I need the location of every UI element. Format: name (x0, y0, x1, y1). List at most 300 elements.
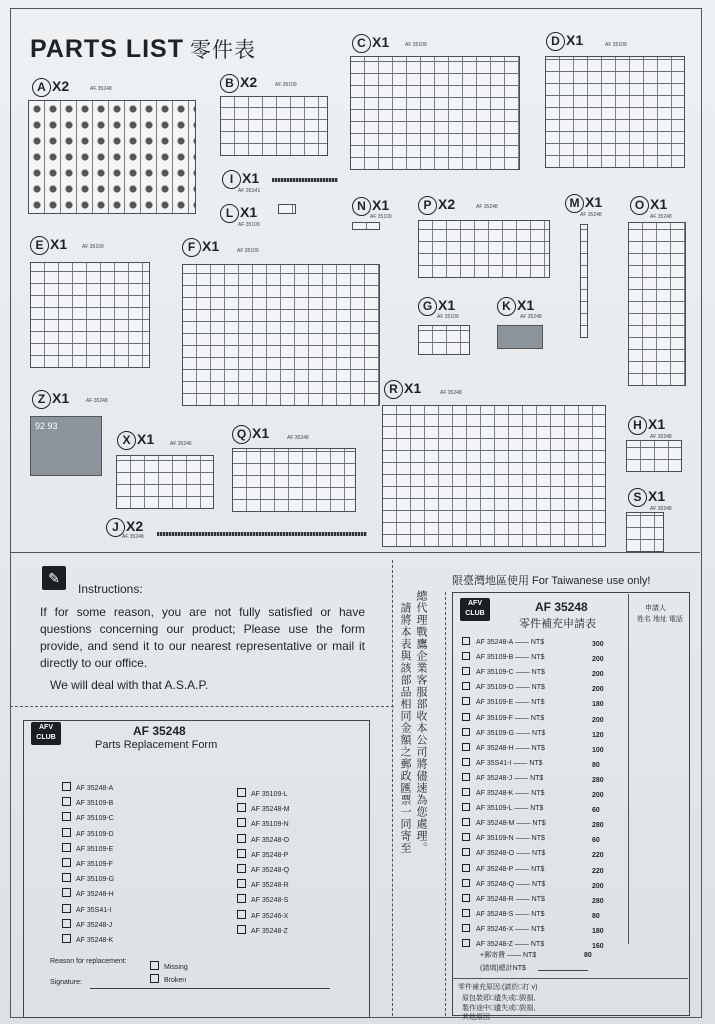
checkbox-box[interactable] (62, 812, 71, 821)
reason-divider (452, 978, 688, 979)
part-id: C (352, 34, 371, 53)
currency: NT$ (531, 835, 545, 843)
sprue-m (580, 224, 588, 338)
taiwan-part-row[interactable]: AF 35109-L —— NT$ (462, 803, 543, 812)
taiwan-part-label: AF 35109-F (476, 714, 513, 722)
form-part-checkbox[interactable] (237, 834, 289, 844)
currency: NT$ (531, 684, 545, 692)
checkbox-box[interactable] (237, 864, 246, 873)
checkbox-box[interactable] (462, 743, 470, 751)
broken-label: Broken (164, 977, 187, 984)
checkbox-box[interactable] (237, 788, 246, 797)
form-part-checkbox[interactable] (62, 919, 112, 929)
checkbox-box[interactable] (462, 682, 470, 690)
part-id: S (628, 488, 647, 507)
form-part-label: AF 35248-P (251, 851, 289, 859)
taiwan-part-label: AF 35248-Q (476, 880, 515, 888)
checkbox-box[interactable] (237, 879, 246, 888)
part-label-z (32, 390, 69, 409)
sprue-r (382, 405, 606, 547)
taiwan-part-price: 220 (592, 852, 604, 860)
part-label-c (352, 34, 389, 53)
form-part-label: AF 35246-X (251, 912, 289, 920)
instructions-body: If for some reason, you are not fully satisfied or have questions concerning our product; Please use the form provide, and send it to our nearest representative or mail it directly to our office. (40, 605, 365, 670)
sprue-c (350, 56, 520, 170)
checkbox-box[interactable] (62, 934, 71, 943)
part-qty: X1 (650, 196, 668, 212)
checkbox-box[interactable] (462, 894, 470, 902)
replacement-form (23, 720, 370, 1018)
currency: NT$ (531, 925, 545, 933)
currency: NT$ (531, 910, 545, 918)
part-label-p (418, 196, 455, 215)
form-part-label: AF 35248-H (76, 891, 114, 899)
checkbox-box[interactable] (462, 758, 470, 766)
part-label-x (117, 431, 154, 450)
form-part-label: AF 35248-Q (251, 867, 290, 874)
currency: NT$ (531, 790, 545, 797)
taiwan-part-label: AF 35109-E (476, 699, 514, 707)
checkbox-box[interactable] (150, 974, 159, 983)
part-id: N (352, 197, 371, 216)
checkbox-box[interactable] (237, 925, 246, 934)
checkbox-box[interactable] (462, 818, 470, 826)
checkbox-box[interactable] (462, 728, 470, 736)
part-label-s (628, 488, 665, 507)
sprue-k (497, 325, 543, 349)
sprue-b (220, 96, 328, 156)
currency: NT$ (530, 639, 545, 646)
part-qty: X1 (404, 380, 422, 396)
part-qty: X2 (126, 518, 144, 534)
taiwan-part-label: AF 35248-J (476, 774, 513, 782)
part-id: I (222, 170, 241, 189)
taiwan-part-row[interactable]: AF 35109-C —— NT$ (462, 667, 545, 676)
missing-label: Missing (164, 964, 188, 971)
checkbox-box[interactable] (462, 924, 470, 932)
part-qty: X1 (438, 297, 456, 313)
form-part-label: AF 35248-A (76, 785, 114, 792)
checkbox-box[interactable] (62, 873, 71, 882)
sprue-q (232, 448, 356, 512)
form-part-checkbox[interactable] (237, 849, 288, 859)
part-code: AF 35109 (405, 42, 427, 48)
form-part-label: AF 35109-G (76, 876, 115, 884)
missing-checkbox[interactable] (150, 961, 188, 971)
form-part-checkbox[interactable] (237, 925, 288, 935)
tw-reason-title: 零件補充原因:(請於□打 v) (458, 984, 538, 991)
sprue-j (157, 532, 367, 536)
total-line[interactable] (538, 970, 588, 971)
taiwan-part-row[interactable]: AF 35109-N —— NT$ (462, 833, 545, 842)
part-id: J (106, 518, 125, 537)
taiwan-part-row[interactable]: AF 35248-R —— NT$ (462, 894, 545, 903)
checkbox-box[interactable] (462, 833, 470, 841)
tw-reason-line: 製作途中□遺失或□毀損, (462, 1005, 536, 1012)
cut-line-horizontal (10, 706, 394, 707)
checkbox-box[interactable] (462, 939, 470, 947)
checkbox-box[interactable] (237, 894, 246, 903)
part-qty: X1 (517, 297, 535, 313)
currency: NT$ (532, 820, 546, 828)
part-id: A (32, 78, 51, 97)
instructions-footer: We will deal with that A.S.A.P. (50, 678, 209, 692)
taiwan-part-label: AF 35248-Z (476, 941, 513, 948)
sprue-o (628, 222, 686, 386)
part-label-e (30, 236, 67, 255)
taiwan-part-row[interactable]: AF 35248-S —— NT$ (462, 909, 544, 918)
part-id: Z (32, 390, 51, 409)
part-qty: X1 (566, 32, 584, 48)
currency: NT$ (529, 759, 543, 767)
taiwan-part-row[interactable]: AF 35248-K —— NT$ (462, 788, 544, 797)
currency: NT$ (530, 714, 545, 722)
taiwan-part-row[interactable]: AF 35248-A —— NT$ (462, 637, 544, 646)
part-qty: X1 (240, 204, 258, 220)
part-qty: X1 (137, 431, 155, 447)
vertical-notice-2: 請將本表與該部品相同金額之郵政匯票一同寄至 (399, 602, 411, 854)
form-part-checkbox[interactable] (62, 843, 113, 853)
title-text: PARTS LIST (30, 35, 184, 63)
taiwan-part-label: AF 35246-X (476, 925, 514, 933)
currency: NT$ (531, 744, 545, 752)
currency: NT$ (532, 729, 546, 737)
part-qty: X2 (240, 74, 258, 90)
taiwan-part-row[interactable]: AF 35248-Q —— NT$ (462, 879, 545, 888)
logo-top: AFV (39, 724, 53, 731)
form-part-checkbox[interactable] (237, 879, 289, 889)
part-id: G (418, 297, 437, 316)
total-label: (請填)總計NT$ (480, 965, 526, 972)
sprue-h (626, 440, 682, 472)
form-part-label: AF 35109-E (76, 845, 114, 853)
sprue-s (626, 512, 664, 552)
logo-bottom: CLUB (36, 734, 56, 741)
part-qty: X1 (648, 488, 666, 504)
part-id: F (182, 238, 201, 257)
form-part-checkbox[interactable] (237, 910, 288, 920)
part-label-f (182, 238, 219, 257)
part-id: O (630, 196, 649, 215)
taiwan-part-price: 220 (592, 867, 604, 875)
part-qty: X1 (252, 425, 270, 441)
form-part-checkbox[interactable] (62, 797, 113, 807)
sprue-e (30, 262, 150, 368)
currency: NT$ (530, 941, 545, 948)
part-id: K (497, 297, 516, 316)
form-part-label: AF 35109-D (76, 830, 114, 838)
form-part-checkbox[interactable] (237, 864, 289, 874)
taiwan-part-price: 200 (592, 792, 604, 799)
logo-bottom: CLUB (465, 610, 485, 617)
tw-reason-line: 原包裝即□遺失或□毀損, (462, 995, 536, 1002)
taiwan-part-price: 80 (592, 912, 600, 920)
taiwan-part-price: 280 (592, 776, 604, 784)
taiwan-part-price: 200 (592, 656, 604, 664)
form-part-checkbox[interactable] (62, 904, 111, 914)
checkbox-box[interactable] (237, 803, 246, 812)
form-part-label: AF 35248-R (251, 882, 289, 890)
part-id: D (546, 32, 565, 51)
taiwan-part-row[interactable]: AF 35109-E —— NT$ (462, 697, 544, 706)
form-part-label: AF 35248-J (76, 921, 113, 929)
checkbox-box[interactable] (62, 828, 71, 837)
pen-icon: ✎ (42, 566, 66, 590)
checkbox-box[interactable] (62, 858, 71, 867)
sprue-i (272, 178, 338, 182)
part-qty: X1 (50, 236, 68, 252)
taiwan-part-price: 100 (592, 746, 604, 754)
currency: NT$ (532, 850, 546, 858)
part-label-q (232, 425, 269, 444)
part-code: AF 35248 (476, 204, 498, 210)
sprue-n (352, 222, 380, 230)
checkbox-box[interactable] (462, 652, 470, 660)
taiwan-part-price: 120 (592, 731, 604, 739)
part-code: AF 35248 (90, 86, 112, 92)
form-part-label: AF 35248-O (251, 836, 290, 844)
part-code: AF 35248 (122, 534, 144, 540)
form-part-checkbox[interactable] (62, 782, 113, 792)
form-part-checkbox[interactable] (237, 803, 290, 813)
taiwan-part-label: AF 35248-K (476, 790, 514, 797)
sprue-x (116, 455, 214, 509)
checkbox-box[interactable] (62, 904, 71, 913)
checkbox-box[interactable] (462, 667, 470, 675)
taiwan-part-label: AF 35109-G (476, 729, 515, 737)
taiwan-part-row[interactable]: AF 35248-M —— NT$ (462, 818, 546, 827)
part-code: AF 35248 (650, 506, 672, 512)
form-part-label: AF 35109-N (251, 821, 289, 829)
checkbox-box[interactable] (462, 637, 470, 645)
part-qty: X1 (648, 416, 666, 432)
taiwan-part-label: AF 35248-P (476, 865, 514, 873)
form-part-label: AF 35248-Z (251, 927, 288, 935)
part-label-l (220, 204, 257, 223)
form-part-checkbox[interactable] (62, 828, 114, 838)
part-id: M (565, 194, 584, 213)
taiwan-part-price: 280 (592, 822, 604, 830)
taiwan-part-price: 80 (592, 761, 600, 769)
taiwan-part-price: 200 (592, 882, 604, 890)
taiwan-part-label: AF 35248-A (476, 639, 513, 646)
taiwan-part-label: AF 35248-H (476, 744, 514, 752)
part-id: X (117, 431, 136, 450)
part-qty: X1 (372, 197, 390, 213)
part-label-b (220, 74, 257, 93)
taiwan-code: AF 35248 (535, 600, 588, 614)
taiwan-part-label: AF 35109-N (476, 835, 514, 843)
part-code: AF 35109 (437, 314, 459, 320)
part-code: AF 35109 (605, 42, 627, 48)
checkbox-box[interactable] (237, 910, 246, 919)
part-id: L (220, 204, 239, 223)
form-part-checkbox[interactable] (237, 818, 289, 828)
part-qty: X1 (52, 390, 70, 406)
sprue-a (28, 100, 196, 214)
part-code: AF 35248 (580, 212, 602, 218)
taiwan-part-label: AF 35248-R (476, 895, 514, 903)
checkbox-box[interactable] (462, 713, 470, 721)
part-code: AF 35246 (170, 441, 192, 447)
checkbox-box[interactable] (462, 848, 470, 856)
taiwan-part-row[interactable]: AF 35246-X —— NT$ (462, 924, 544, 933)
taiwan-part-price: 300 (592, 641, 604, 648)
form-part-checkbox[interactable] (62, 888, 114, 898)
form-title: Parts Replacement Form (95, 739, 218, 751)
part-code: AF 35248 (287, 435, 309, 441)
checkbox-box[interactable] (237, 834, 246, 843)
sprue-d (545, 56, 685, 168)
section-divider (10, 552, 700, 553)
part-code: AF 35S41 (238, 188, 261, 194)
form-part-label: AF 35248-K (76, 937, 114, 944)
form-part-label: AF 35248-S (251, 897, 289, 905)
taiwan-header: 限臺灣地區使用 For Taiwanese use only! (452, 575, 651, 587)
taiwan-part-row[interactable]: AF 35S41-I —— NT$ (462, 758, 543, 767)
taiwan-part-row[interactable]: AF 35248-H —— NT$ (462, 743, 545, 752)
postage-label: +郵寄費 (480, 952, 506, 959)
checkbox-box[interactable] (462, 773, 470, 781)
taiwan-part-row[interactable]: AF 35109-D —— NT$ (462, 682, 545, 691)
form-part-checkbox[interactable] (62, 934, 113, 944)
form-part-label: AF 35109-C (76, 815, 114, 823)
part-qty: X2 (438, 196, 456, 212)
taiwan-part-label: AF 35248-O (476, 850, 515, 858)
part-id: B (220, 74, 239, 93)
applicant-fields: 姓名 地址 電話 (637, 616, 683, 623)
part-id: H (628, 416, 647, 435)
sprue-z (30, 416, 102, 476)
part-code: AF 35109 (237, 248, 259, 254)
checkbox-box[interactable] (462, 803, 470, 811)
checkbox-box[interactable] (462, 909, 470, 917)
taiwan-part-label: AF 35248-S (476, 910, 514, 918)
taiwan-part-label: AF 35109-C (476, 669, 514, 677)
form-part-label: AF 35109-B (76, 800, 114, 808)
taiwan-part-row[interactable]: AF 35248-O —— NT$ (462, 848, 545, 857)
cut-line-vertical (392, 560, 393, 1016)
signature-line[interactable] (90, 988, 330, 989)
checkbox-box[interactable] (62, 797, 71, 806)
form-part-checkbox[interactable] (62, 812, 114, 822)
afv-club-logo-2 (460, 598, 490, 621)
form-part-label: AF 35109-L (251, 791, 288, 798)
broken-checkbox[interactable] (150, 974, 186, 984)
taiwan-part-price: 180 (592, 701, 604, 709)
form-part-label: AF 35109-F (76, 861, 113, 868)
part-label-o (630, 196, 667, 215)
vertical-notice-1: 總代理戰鷹企業客服部收本公司將儘速為您處理。 (415, 590, 427, 854)
currency: NT$ (530, 805, 544, 813)
tw-reason-line: 其他原因 (462, 1014, 490, 1021)
checkbox-box[interactable] (150, 961, 159, 970)
part-label-h (628, 416, 665, 435)
checkbox-box[interactable] (462, 697, 470, 705)
form-part-checkbox[interactable] (237, 788, 288, 798)
taiwan-part-label: AF 35109-B (476, 654, 514, 662)
checkbox-box[interactable] (62, 843, 71, 852)
checkbox-box[interactable] (462, 788, 470, 796)
applicant-divider (628, 594, 629, 944)
currency: NT$ (532, 880, 546, 888)
checkbox-box[interactable] (462, 864, 470, 872)
currency: NT$ (531, 654, 545, 662)
currency: NT$ (531, 699, 545, 707)
taiwan-part-label: AF 35S41-I (476, 759, 512, 767)
taiwan-part-price: 60 (592, 837, 600, 845)
currency: NT$ (531, 669, 545, 677)
sprue-l (278, 204, 296, 214)
part-id: E (30, 236, 49, 255)
part-code: AF 35248 (520, 314, 542, 320)
part-id: Q (232, 425, 251, 444)
part-label-d (546, 32, 583, 51)
part-label-a (32, 78, 69, 97)
part-code: AF 35248 (440, 390, 462, 396)
form-part-checkbox[interactable] (62, 858, 113, 868)
checkbox-box[interactable] (237, 849, 246, 858)
checkbox-box[interactable] (462, 879, 470, 887)
checkbox-box[interactable] (237, 818, 246, 827)
part-qty: X2 (52, 78, 70, 94)
part-code: AF 35109 (82, 244, 104, 250)
afv-club-logo (31, 722, 61, 745)
form-part-checkbox[interactable] (237, 894, 288, 904)
part-code: AF 35248 (650, 214, 672, 220)
checkbox-box[interactable] (62, 919, 71, 928)
part-label-i (222, 170, 259, 189)
part-code: AF 35109 (238, 222, 260, 228)
taiwan-part-label: AF 35248-M (476, 820, 515, 828)
part-id: R (384, 380, 403, 399)
taiwan-part-row[interactable]: AF 35248-J —— NT$ (462, 773, 543, 782)
decal-text: 92 93 (35, 421, 58, 431)
taiwan-part-label: AF 35109-L (476, 805, 513, 813)
part-qty: X1 (202, 238, 220, 254)
taiwan-part-price: 60 (592, 807, 600, 815)
taiwan-part-row[interactable]: AF 35109-F —— NT$ (462, 713, 544, 722)
taiwan-part-row[interactable]: AF 35109-G —— NT$ (462, 728, 545, 737)
sprue-g (418, 325, 470, 355)
applicant-label: 申請人 (645, 605, 666, 612)
part-qty: X1 (372, 34, 390, 50)
taiwan-part-price: 180 (592, 927, 604, 935)
checkbox-box[interactable] (62, 782, 71, 791)
sprue-p (418, 220, 550, 278)
currency: NT$ (531, 895, 545, 903)
part-code: AF 35109 (370, 214, 392, 220)
part-qty: X1 (585, 194, 603, 210)
checkbox-box[interactable] (62, 888, 71, 897)
part-id: P (418, 196, 437, 215)
taiwan-part-row[interactable]: AF 35248-Z —— NT$ (462, 939, 544, 948)
sprue-f (182, 264, 380, 406)
taiwan-part-row[interactable]: AF 35109-B —— NT$ (462, 652, 544, 661)
part-code: AF 35109 (275, 82, 297, 88)
currency: NT$ (530, 774, 544, 782)
postage-price: 80 (584, 952, 592, 959)
currency: NT$ (522, 952, 537, 959)
part-label-m (565, 194, 602, 213)
page-title (30, 34, 256, 64)
postage-row: +郵寄費 —— NT$ (480, 952, 537, 959)
taiwan-part-row[interactable]: AF 35248-P —— NT$ (462, 864, 544, 873)
signature-label: Signature: (50, 979, 82, 986)
cut-line-vertical-2 (445, 592, 446, 1016)
form-part-checkbox[interactable] (62, 873, 114, 883)
taiwan-part-price: 200 (592, 671, 604, 679)
